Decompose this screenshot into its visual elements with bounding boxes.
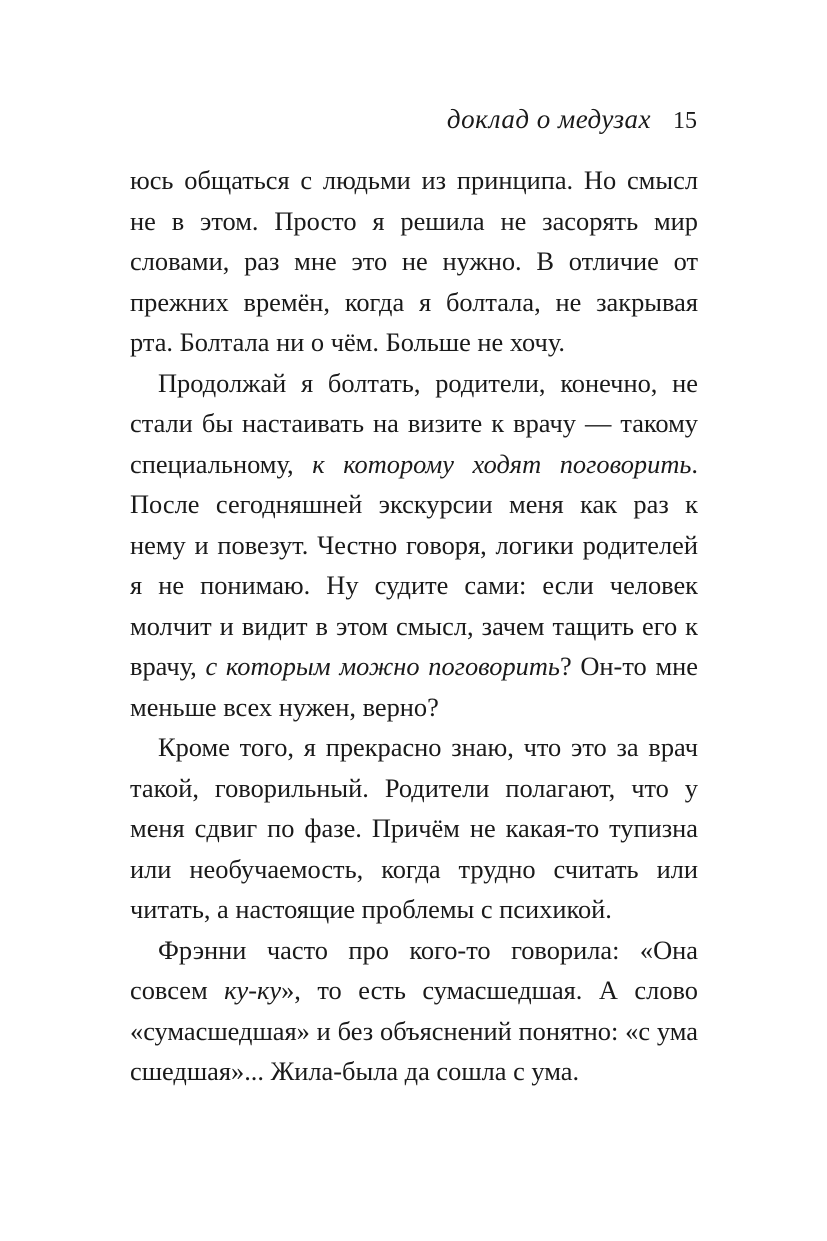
italic-phrase: с которым можно поговорить [205,651,560,681]
text-run: Продолжай я болтать, родители, конечно, не стали бы настаивать на визите к врачу — такому специальному, [130,367,698,479]
text-run: ? Он-то мне меньше всех нужен, верно? [130,651,698,722]
text-run: », то есть сумасшедшая. А слово «сумасшедшая» и без объяснений понятно: «с ума сшедшая»... Жила-была да сошла с ума. [130,975,698,1086]
text-run: Кроме того, я прекрасно знаю, что это за врач такой, говорильный. Родители полагают, что у меня сдвиг по фазе. Причём не какая-то тупизна или необучаемость, когда трудно считать или читать, а настоящие проблемы с психикой. [130,732,698,924]
body-text [130,160,698,1092]
italic-phrase: ку-ку [224,975,282,1005]
text-run: Фрэнни часто про кого-то говорила: «Она совсем [130,934,698,1005]
paragraph-4 [130,930,698,1092]
page-number: 15 [673,108,697,134]
paragraph-1 [130,160,698,363]
paragraph-3 [130,727,698,930]
page-header [447,104,697,135]
text-run: . После сегодняшней экскурсии меня как раз к нему и повезут. Честно говоря, логики родителей я не понимаю. Ну судите сами: если человек молчит и видит в этом смысл, зачем тащить его к врачу, [130,448,698,681]
italic-phrase: к которому ходят поговорить [312,448,692,479]
text-run: юсь общаться с людьми из принципа. Но смысл не в этом. Просто я решила не засорять мир словами, раз мне это не нужно. В отличие от прежних времён, когда я болтала, не закрывая рта. Болтала ни о чём. Больше не хочу. [130,165,698,357]
paragraph-2 [130,363,698,728]
running-title: доклад о медузах [446,104,651,134]
